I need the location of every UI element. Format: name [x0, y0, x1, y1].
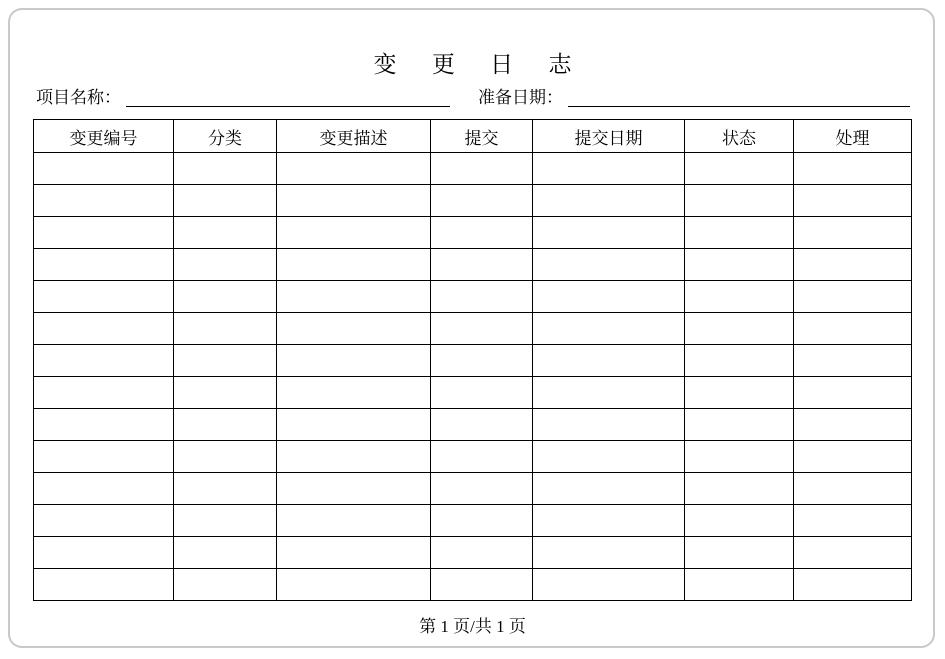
table-cell[interactable] — [685, 313, 794, 345]
table-cell[interactable] — [277, 441, 431, 473]
table-cell[interactable] — [533, 441, 685, 473]
table-cell[interactable] — [685, 505, 794, 537]
table-row — [34, 217, 912, 249]
table-cell[interactable] — [34, 537, 174, 569]
table-cell[interactable] — [277, 153, 431, 185]
table-cell[interactable] — [277, 505, 431, 537]
table-cell[interactable] — [533, 313, 685, 345]
table-cell[interactable] — [533, 377, 685, 409]
table-cell[interactable] — [794, 153, 912, 185]
table-row — [34, 249, 912, 281]
table-row — [34, 537, 912, 569]
table-cell[interactable] — [685, 249, 794, 281]
table-cell[interactable] — [685, 441, 794, 473]
table-cell[interactable] — [34, 377, 174, 409]
prepared-date-label: 准备日期： — [478, 88, 563, 107]
table-cell[interactable] — [34, 313, 174, 345]
table-cell[interactable] — [277, 345, 431, 377]
table-cell[interactable] — [34, 249, 174, 281]
table-cell[interactable] — [34, 505, 174, 537]
document-title: 变 更 日 志 — [373, 52, 586, 78]
table-cell[interactable] — [685, 185, 794, 217]
table-cell[interactable] — [34, 569, 174, 601]
table-cell[interactable] — [533, 345, 685, 377]
table-cell[interactable] — [174, 473, 277, 505]
table-cell[interactable] — [794, 217, 912, 249]
table-cell[interactable] — [431, 569, 533, 601]
table-cell[interactable] — [794, 249, 912, 281]
table-cell[interactable] — [794, 441, 912, 473]
table-cell[interactable] — [431, 537, 533, 569]
table-row — [34, 569, 912, 601]
table-cell[interactable] — [431, 473, 533, 505]
table-cell[interactable] — [431, 441, 533, 473]
table-cell[interactable] — [685, 153, 794, 185]
table-row — [34, 185, 912, 217]
table-cell[interactable] — [533, 409, 685, 441]
table-cell[interactable] — [533, 505, 685, 537]
table-cell[interactable] — [794, 185, 912, 217]
table-cell[interactable] — [794, 409, 912, 441]
table-cell[interactable] — [685, 217, 794, 249]
table-cell[interactable] — [277, 313, 431, 345]
table-row — [34, 409, 912, 441]
table-cell[interactable] — [277, 249, 431, 281]
table-row — [34, 473, 912, 505]
table-cell[interactable] — [685, 345, 794, 377]
table-cell[interactable] — [34, 409, 174, 441]
table-body — [34, 153, 912, 601]
table-cell[interactable] — [794, 537, 912, 569]
table-cell[interactable] — [685, 537, 794, 569]
table-cell[interactable] — [685, 281, 794, 313]
table-cell[interactable] — [174, 153, 277, 185]
table-row — [34, 281, 912, 313]
column-header: 变更编号 — [34, 120, 174, 153]
table-cell[interactable] — [533, 217, 685, 249]
table-cell[interactable] — [533, 537, 685, 569]
table-cell[interactable] — [174, 313, 277, 345]
table-cell[interactable] — [685, 377, 794, 409]
table-cell[interactable] — [685, 569, 794, 601]
table-cell[interactable] — [174, 185, 277, 217]
table-cell[interactable] — [277, 569, 431, 601]
table-cell[interactable] — [174, 537, 277, 569]
column-header: 状态 — [685, 120, 794, 153]
table-cell[interactable] — [34, 217, 174, 249]
table-cell[interactable] — [174, 217, 277, 249]
column-header: 处理 — [794, 120, 912, 153]
table-cell[interactable] — [431, 377, 533, 409]
table-cell[interactable] — [533, 153, 685, 185]
table-row — [34, 377, 912, 409]
table-cell[interactable] — [277, 217, 431, 249]
table-row — [34, 505, 912, 537]
table-cell[interactable] — [174, 505, 277, 537]
table-cell[interactable] — [794, 313, 912, 345]
table-cell[interactable] — [277, 377, 431, 409]
table-cell[interactable] — [794, 377, 912, 409]
table-cell[interactable] — [34, 281, 174, 313]
column-header: 变更描述 — [277, 120, 431, 153]
column-header: 提交日期 — [533, 120, 685, 153]
table-cell[interactable] — [431, 345, 533, 377]
table-cell[interactable] — [431, 409, 533, 441]
table-cell[interactable] — [431, 313, 533, 345]
table-cell[interactable] — [277, 409, 431, 441]
column-header: 分类 — [174, 120, 277, 153]
table-cell[interactable] — [431, 249, 533, 281]
table-cell[interactable] — [174, 441, 277, 473]
table-cell[interactable] — [794, 473, 912, 505]
table-row — [34, 345, 912, 377]
table-cell[interactable] — [533, 569, 685, 601]
table-cell[interactable] — [431, 217, 533, 249]
table-cell[interactable] — [174, 249, 277, 281]
table-cell[interactable] — [794, 281, 912, 313]
table-cell[interactable] — [34, 153, 174, 185]
table-cell[interactable] — [685, 473, 794, 505]
page-number: 第 1 页/共 1 页 — [419, 617, 526, 636]
project-name-field[interactable] — [126, 106, 450, 107]
table-cell[interactable] — [277, 185, 431, 217]
table-cell[interactable] — [431, 505, 533, 537]
change-log-table — [33, 119, 912, 601]
table-cell[interactable] — [533, 281, 685, 313]
table-cell[interactable] — [34, 185, 174, 217]
table-cell[interactable] — [34, 473, 174, 505]
table-cell[interactable] — [277, 281, 431, 313]
table-cell[interactable] — [174, 281, 277, 313]
table-cell[interactable] — [533, 249, 685, 281]
table-cell[interactable] — [533, 473, 685, 505]
column-header: 提交 — [431, 120, 533, 153]
table-cell[interactable] — [431, 281, 533, 313]
table-row — [34, 313, 912, 345]
table-cell[interactable] — [174, 377, 277, 409]
table-cell[interactable] — [685, 409, 794, 441]
table-cell[interactable] — [174, 409, 277, 441]
table-cell[interactable] — [794, 505, 912, 537]
table-cell[interactable] — [431, 153, 533, 185]
table-row — [34, 441, 912, 473]
table-cell[interactable] — [794, 345, 912, 377]
table-cell[interactable] — [533, 185, 685, 217]
table-cell[interactable] — [174, 345, 277, 377]
table-cell[interactable] — [794, 569, 912, 601]
table-row — [34, 153, 912, 185]
table-cell[interactable] — [277, 473, 431, 505]
table-header-row — [34, 120, 912, 153]
prepared-date-field[interactable] — [568, 106, 910, 107]
table-cell[interactable] — [34, 345, 174, 377]
table-cell[interactable] — [34, 441, 174, 473]
table-cell[interactable] — [431, 185, 533, 217]
table-cell[interactable] — [277, 537, 431, 569]
table-cell[interactable] — [174, 569, 277, 601]
project-name-label: 项目名称： — [36, 88, 121, 107]
